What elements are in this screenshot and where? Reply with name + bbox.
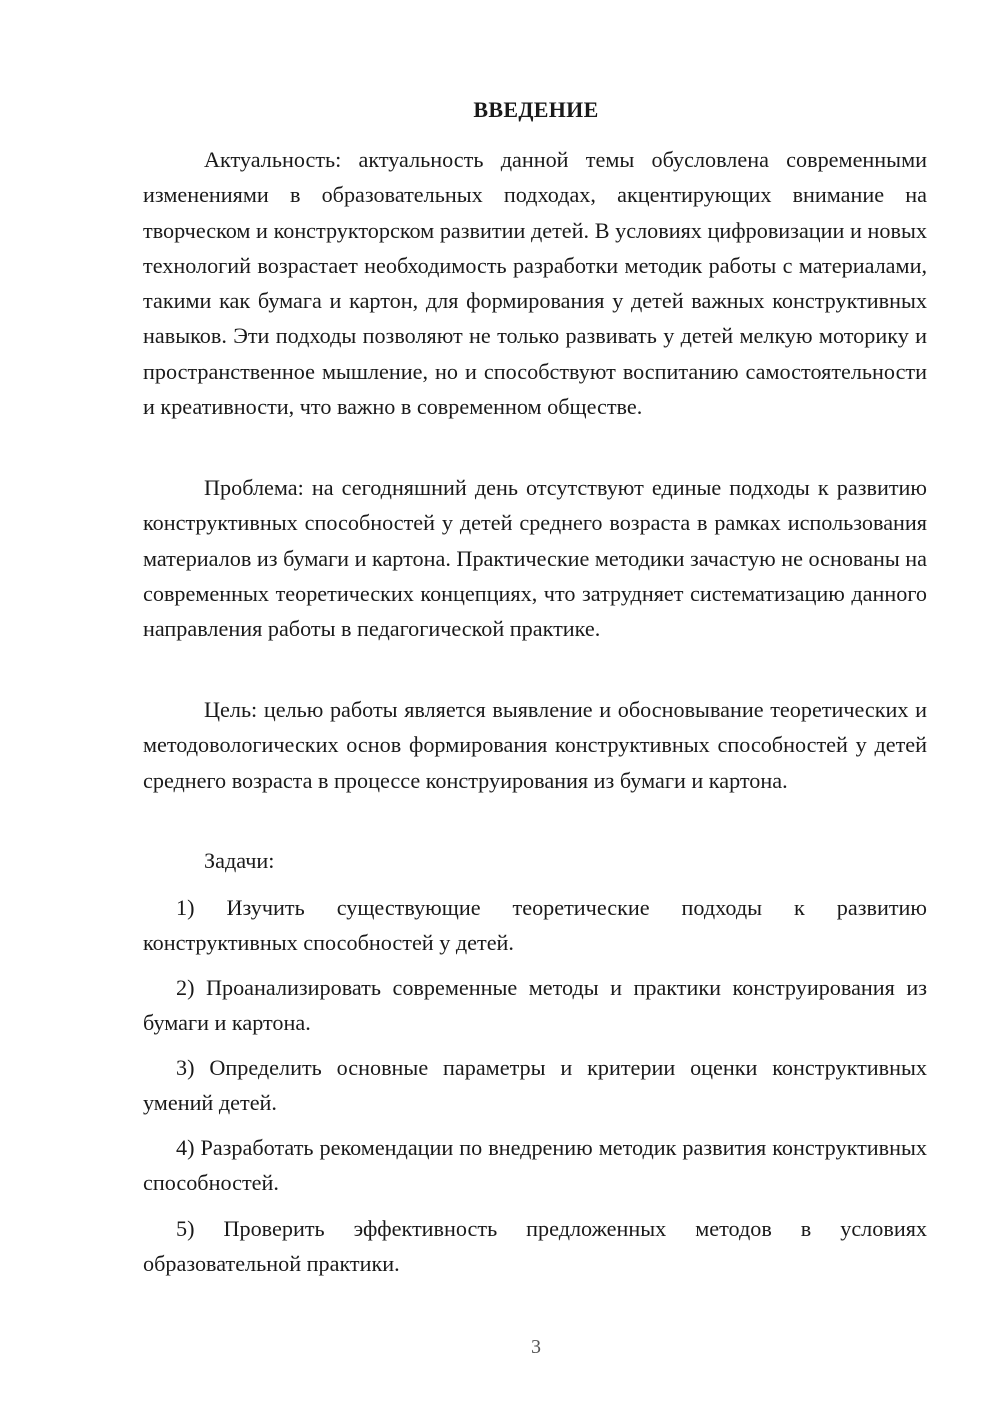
tasks-label: Задачи: bbox=[204, 848, 275, 873]
section-heading: ВВЕДЕНИЕ bbox=[473, 97, 599, 122]
task-item-4: 4) Разработать рекомендации по внедрению методик развития конструктивных способностей. bbox=[143, 1135, 927, 1196]
paragraph-relevance: Актуальность: актуальность данной темы обусловлена современными изменениями в образовательных подходах, акцентирующих внимание на творческом и конструкторском развитии детей. В условиях цифровизации и новых технологий возрастает необходимость разработки методик работы с материалами, такими как бумага и картон, для формирования у детей важных конструктивных навыков. Эти подходы позволяют не только развивать у детей мелкую моторику и пространственное мышление, но и способствуют воспитанию самостоятельности и креативности, что важно в современном обществе. bbox=[143, 147, 927, 420]
task-item-2: 2) Проанализировать современные методы и практики конструирования из бумаги и картона. bbox=[143, 975, 927, 1036]
task-item-1: 1) Изучить существующие теоретические подходы к развитию конструктивных способностей у детей. bbox=[143, 895, 927, 956]
task-item-5: 5) Проверить эффективность предложенных методов в условиях образовательной практики. bbox=[143, 1216, 927, 1277]
page-number: 3 bbox=[531, 1336, 541, 1358]
task-item-3: 3) Определить основные параметры и критерии оценки конструктивных умений детей. bbox=[143, 1055, 927, 1116]
paragraph-problem: Проблема: на сегодняшний день отсутствуют единые подходы к развитию конструктивных способностей у детей среднего возраста в рамках использования материалов из бумаги и картона. Практические методики зачастую не основаны на современных теоретических концепциях, что затрудняет систематизацию данного направления работы в педагогической практике. bbox=[143, 475, 928, 642]
paragraph-goal: Цель: целью работы является выявление и обосновывание теоретических и методовологических основ формирования конструктивных способностей у детей среднего возраста в процессе конструирования из бумаги и картона. bbox=[143, 697, 927, 793]
